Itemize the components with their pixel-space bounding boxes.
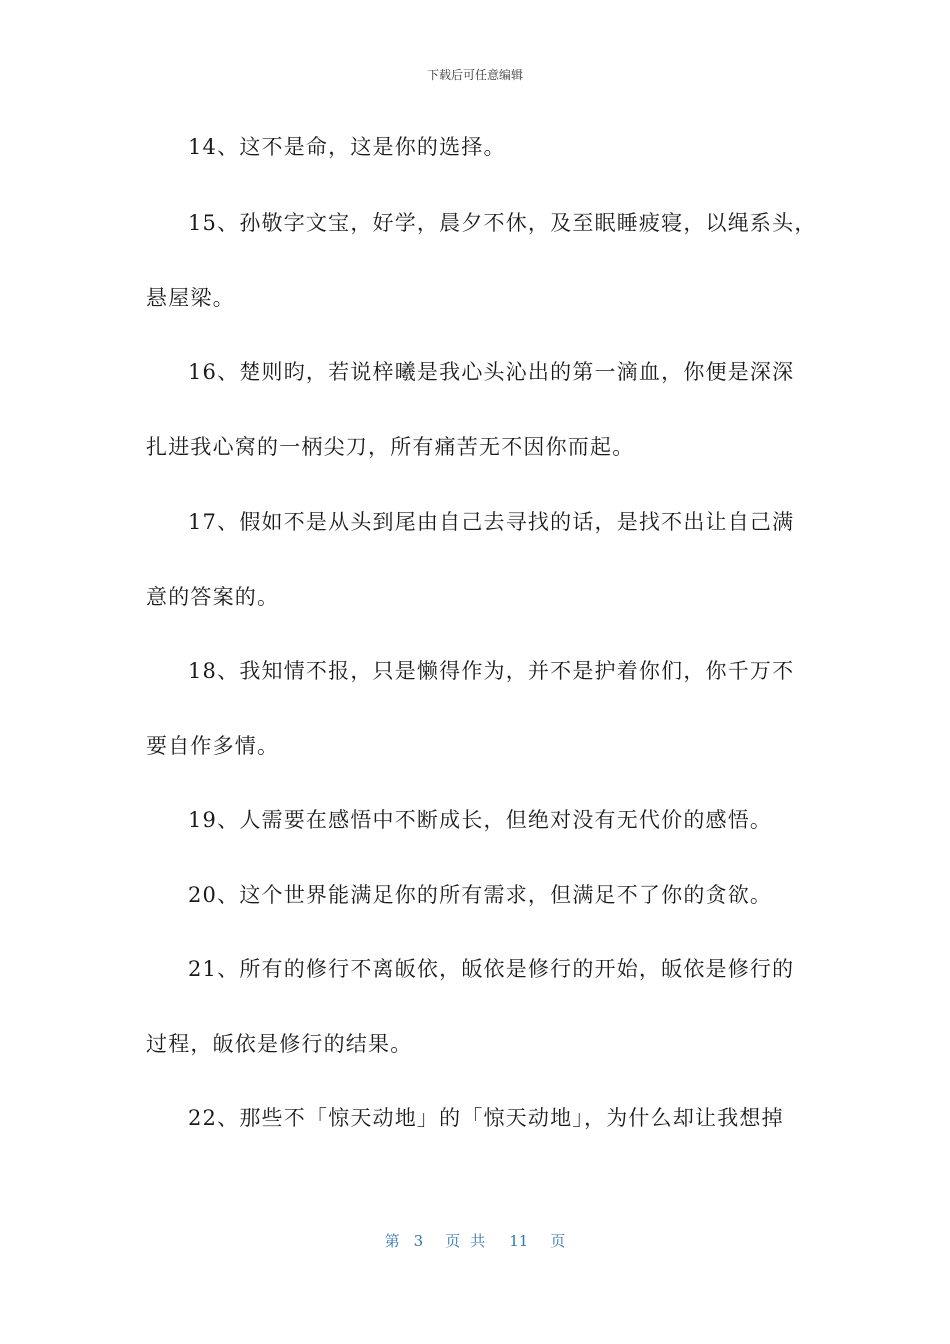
paragraph-line-18: 18、我知情不报，只是懒得作为，并不是护着你们，你千万不: [188, 659, 795, 683]
page-footer: [0, 1230, 950, 1251]
paragraph-line-16-cont: 扎进我心窝的一柄尖刀，所有痛苦无不因你而起。: [146, 435, 635, 459]
paragraph-line-18-cont: 要自作多情。: [146, 734, 280, 758]
footer-prefix: 第: [384, 1232, 400, 1250]
footer-suffix: 页: [550, 1232, 566, 1250]
paragraph-line-19: 19、人需要在感悟中不断成长，但绝对没有无代价的感悟。: [188, 808, 773, 832]
paragraph-line-21: 21、所有的修行不离皈依，皈依是修行的开始，皈依是修行的: [188, 957, 795, 981]
paragraph-line-21-cont: 过程，皈依是修行的结果。: [146, 1032, 413, 1056]
footer-page-number: 3: [413, 1232, 424, 1250]
paragraph-line-22: 22、那些不「惊天动地」的「惊天动地」，为什么却让我想掉: [188, 1106, 784, 1130]
page-header: 下载后可任意编辑: [426, 68, 523, 82]
paragraph-line-16: 16、楚则昀，若说梓曦是我心头沁出的第一滴血，你便是深深: [188, 360, 795, 384]
footer-total-pages: 11: [509, 1232, 529, 1250]
footer-middle: 页共: [445, 1232, 496, 1250]
paragraph-line-20: 20、这个世界能满足你的所有需求，但满足不了你的贪欲。: [188, 883, 773, 907]
paragraph-line-14: 14、这不是命，这是你的选择。: [188, 135, 506, 159]
paragraph-line-17-cont: 意的答案的。: [146, 585, 280, 609]
paragraph-line-17: 17、假如不是从头到尾由自己去寻找的话，是找不出让自己满: [188, 510, 795, 534]
paragraph-line-15-cont: 悬屋梁。: [146, 286, 235, 310]
paragraph-line-15: 15、孙敬字文宝，好学，晨夕不休，及至眠睡疲寝，以绳系头，: [188, 211, 817, 235]
